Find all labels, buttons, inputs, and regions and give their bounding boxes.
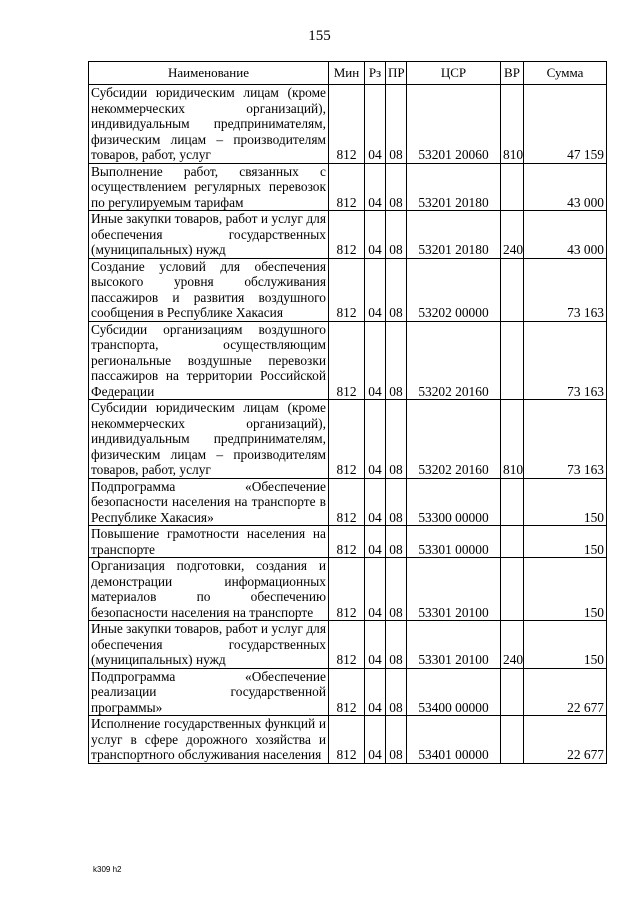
table-row: [89, 668, 607, 716]
row-sum: 43 000: [524, 163, 607, 211]
header-vr: ВР: [501, 62, 524, 85]
row-vr: [501, 163, 524, 211]
row-rz: 04: [365, 716, 386, 764]
row-vr: 240: [501, 621, 524, 669]
header-csr: ЦСР: [407, 62, 501, 85]
table-row: [89, 558, 607, 621]
row-min: 812: [329, 558, 365, 621]
row-pr: 08: [386, 321, 407, 400]
row-pr: 08: [386, 85, 407, 164]
row-name: Создание условий для обеспечения высокого уровня обслуживания пассажиров и развития воздушного сообщения в Республике Хакасия: [89, 258, 329, 321]
row-sum: 73 163: [524, 258, 607, 321]
row-pr: 08: [386, 526, 407, 558]
row-csr: 53202 20160: [407, 400, 501, 479]
header-sum: Сумма: [524, 62, 607, 85]
row-pr: 08: [386, 716, 407, 764]
row-csr: 53301 20100: [407, 621, 501, 669]
row-csr: 53401 00000: [407, 716, 501, 764]
row-name: Иные закупки товаров, работ и услуг для обеспечения государственных (муниципальных) нужд: [89, 211, 329, 259]
table-row: [89, 478, 607, 526]
table-row: [89, 163, 607, 211]
row-min: 812: [329, 258, 365, 321]
row-rz: 04: [365, 258, 386, 321]
footer-code: k309 h2: [93, 865, 122, 874]
row-name: Выполнение работ, связанных с осуществлением регулярных перевозок по регулируемым тарифам: [89, 163, 329, 211]
page-number: 155: [308, 28, 331, 44]
row-pr: 08: [386, 621, 407, 669]
row-vr: [501, 258, 524, 321]
row-name: Подпрограмма «Обеспечение безопасности населения на транспорте в Республике Хакасия»: [89, 478, 329, 526]
row-rz: 04: [365, 321, 386, 400]
row-sum: 73 163: [524, 400, 607, 479]
row-min: 812: [329, 668, 365, 716]
row-min: 812: [329, 211, 365, 259]
row-csr: 53202 20160: [407, 321, 501, 400]
row-rz: 04: [365, 85, 386, 164]
row-rz: 04: [365, 668, 386, 716]
row-csr: 53301 20100: [407, 558, 501, 621]
row-sum: 73 163: [524, 321, 607, 400]
row-sum: 47 159: [524, 85, 607, 164]
row-vr: 810: [501, 85, 524, 164]
row-csr: 53400 00000: [407, 668, 501, 716]
row-name: Субсидии юридическим лицам (кроме некоммерческих организаций), индивидуальным предпринимателям, физическим лицам – производителям товаров, работ, услуг: [89, 400, 329, 479]
table-row: [89, 526, 607, 558]
row-csr: 53301 00000: [407, 526, 501, 558]
row-min: 812: [329, 526, 365, 558]
row-pr: 08: [386, 163, 407, 211]
row-min: 812: [329, 85, 365, 164]
row-min: 812: [329, 478, 365, 526]
row-csr: 53201 20060: [407, 85, 501, 164]
header-rz: Рз: [365, 62, 386, 85]
table-row: [89, 211, 607, 259]
row-rz: 04: [365, 478, 386, 526]
row-csr: 53300 00000: [407, 478, 501, 526]
row-vr: 810: [501, 400, 524, 479]
row-name: Повышение грамотности населения на транспорте: [89, 526, 329, 558]
row-name: Исполнение государственных функций и услуг в сфере дорожного хозяйства и транспортного обслуживания населения: [89, 716, 329, 764]
row-name: Субсидии организациям воздушного транспорта, осуществляющим региональные воздушные перевозки пассажиров на территории Российской Федерации: [89, 321, 329, 400]
header-min: Мин: [329, 62, 365, 85]
row-name: Иные закупки товаров, работ и услуг для обеспечения государственных (муниципальных) нужд: [89, 621, 329, 669]
row-rz: 04: [365, 163, 386, 211]
table-row: [89, 400, 607, 479]
row-pr: 08: [386, 258, 407, 321]
row-csr: 53202 00000: [407, 258, 501, 321]
row-sum: 150: [524, 558, 607, 621]
table-row: [89, 716, 607, 764]
row-vr: [501, 716, 524, 764]
row-sum: 43 000: [524, 211, 607, 259]
table-row: [89, 258, 607, 321]
row-vr: 240: [501, 211, 524, 259]
row-csr: 53201 20180: [407, 163, 501, 211]
row-pr: 08: [386, 558, 407, 621]
row-name: Организация подготовки, создания и демонстрации информационных материалов по обеспечению безопасности населения на транспорте: [89, 558, 329, 621]
table-row: [89, 321, 607, 400]
row-pr: 08: [386, 400, 407, 479]
row-min: 812: [329, 621, 365, 669]
row-csr: 53201 20180: [407, 211, 501, 259]
row-vr: [501, 321, 524, 400]
header-row: [89, 62, 607, 85]
row-min: 812: [329, 321, 365, 400]
row-rz: 04: [365, 526, 386, 558]
row-sum: 22 677: [524, 668, 607, 716]
header-name: Наименование: [89, 62, 329, 85]
row-rz: 04: [365, 558, 386, 621]
row-rz: 04: [365, 211, 386, 259]
row-vr: [501, 668, 524, 716]
row-min: 812: [329, 163, 365, 211]
row-sum: 150: [524, 478, 607, 526]
row-name: Субсидии юридическим лицам (кроме некоммерческих организаций), индивидуальным предпринимателям, физическим лицам – производителям товаров, работ, услуг: [89, 85, 329, 164]
row-rz: 04: [365, 621, 386, 669]
row-min: 812: [329, 716, 365, 764]
budget-table: [88, 61, 607, 764]
row-sum: 150: [524, 526, 607, 558]
row-sum: 22 677: [524, 716, 607, 764]
table-row: [89, 85, 607, 164]
row-pr: 08: [386, 211, 407, 259]
row-min: 812: [329, 400, 365, 479]
row-pr: 08: [386, 478, 407, 526]
table-row: [89, 621, 607, 669]
header-pr: ПР: [386, 62, 407, 85]
row-name: Подпрограмма «Обеспечение реализации государственной программы»: [89, 668, 329, 716]
row-pr: 08: [386, 668, 407, 716]
row-rz: 04: [365, 400, 386, 479]
row-vr: [501, 526, 524, 558]
row-sum: 150: [524, 621, 607, 669]
row-vr: [501, 478, 524, 526]
row-vr: [501, 558, 524, 621]
